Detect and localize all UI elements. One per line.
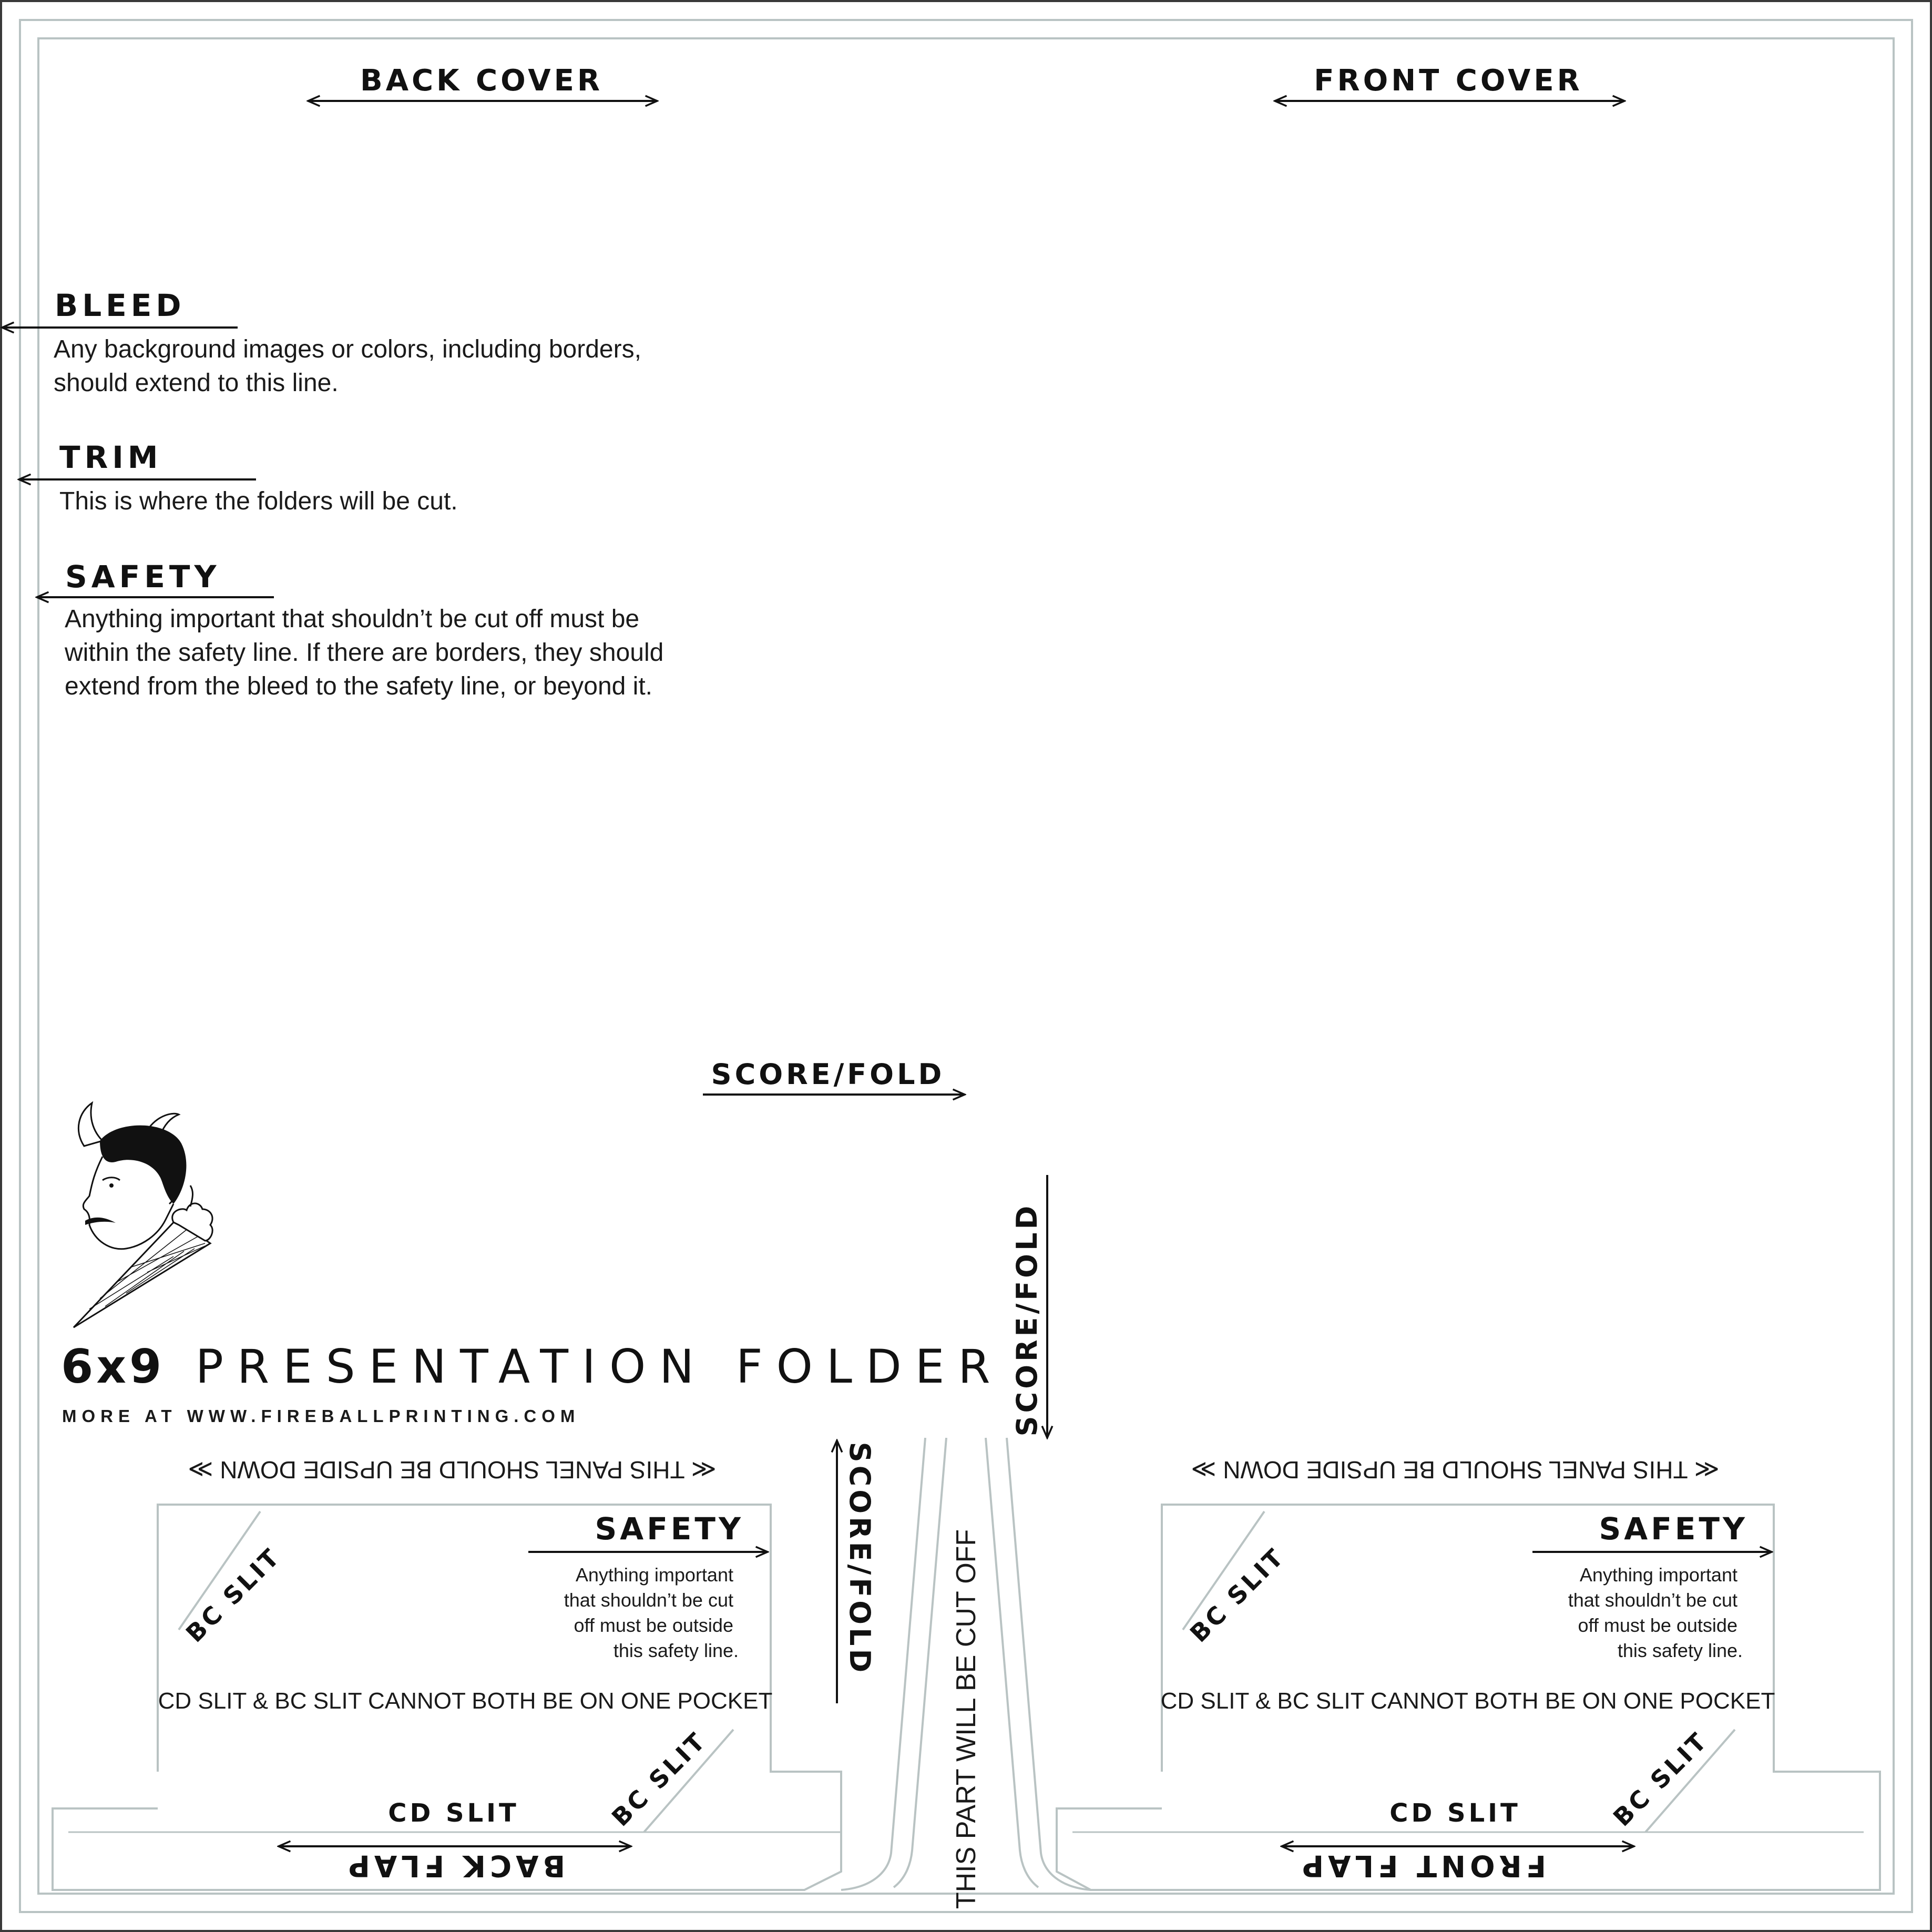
cd-slit-label-left: CD SLIT — [388, 1798, 519, 1828]
pocket-safety-text-right: Anything important that shouldn’t be cut off must be outside this safety line. — [1568, 1564, 1743, 1661]
product-title-rest: PRESENTATION FOLDER — [195, 1340, 1004, 1394]
cut-off-notice: THIS PART WILL BE CUT OFF — [951, 1529, 982, 1909]
devil-mascot-with-ice-cream-icon — [74, 1103, 212, 1327]
bc-slit-label-bottom-right: BC SLIT — [606, 1726, 712, 1832]
trim-description: This is where the folders will be cut. — [59, 487, 458, 515]
back-pocket-panel — [53, 1456, 841, 1890]
cd-slit-label-right: CD SLIT — [1389, 1798, 1521, 1828]
back-flap-label: BACK FLAP — [344, 1848, 566, 1883]
bc-slit-label-top-left: BC SLIT — [180, 1542, 287, 1648]
bleed-description: Any background images or colors, including borders, should extend to this line. — [54, 335, 641, 397]
product-title — [61, 1340, 1004, 1394]
score-fold-label-pocket: SCORE/FOLD — [843, 1442, 876, 1676]
safety-heading: SAFETY — [65, 559, 221, 595]
product-more-at: MORE AT WWW.FIREBALLPRINTING.COM — [62, 1406, 580, 1426]
slit-warning-right: CD SLIT & BC SLIT CANNOT BOTH BE ON ONE POCKET — [1160, 1688, 1775, 1714]
back-cover-label: BACK COVER — [360, 64, 603, 98]
bc-slit-label-bottom-right-right-panel: BC SLIT — [1608, 1726, 1714, 1832]
score-fold-label-vertical: SCORE/FOLD — [1010, 1202, 1044, 1437]
pocket-safety-heading-right: SAFETY — [1599, 1511, 1748, 1547]
score-fold-label-horizontal: SCORE/FOLD — [711, 1058, 945, 1091]
product-title-size: 6x9 — [61, 1340, 165, 1394]
bleed-heading: BLEED — [55, 288, 186, 323]
trim-heading: TRIM — [59, 439, 162, 475]
bc-slit-label-top-left-right-panel: BC SLIT — [1184, 1542, 1291, 1648]
front-flap-label: FRONT FLAP — [1298, 1848, 1546, 1883]
front-cover-label: FRONT COVER — [1314, 64, 1583, 98]
front-pocket-panel — [1057, 1456, 1880, 1890]
upside-down-note-left: ≪ THIS PANEL SHOULD BE UPSIDE DOWN ≫ — [188, 1456, 717, 1484]
pocket-safety-heading-left: SAFETY — [595, 1511, 744, 1547]
pocket-safety-text-left: Anything important that shouldn’t be cut off must be outside this safety line. — [564, 1564, 739, 1661]
safety-description: Anything important that shouldn’t be cut off must be within the safety line. If there are borders, they should extend from the bleed to the safety line, or beyond it. — [65, 605, 664, 700]
upside-down-note-right: ≪ THIS PANEL SHOULD BE UPSIDE DOWN ≫ — [1191, 1456, 1720, 1484]
slit-warning-left: CD SLIT & BC SLIT CANNOT BOTH BE ON ONE POCKET — [158, 1688, 773, 1714]
